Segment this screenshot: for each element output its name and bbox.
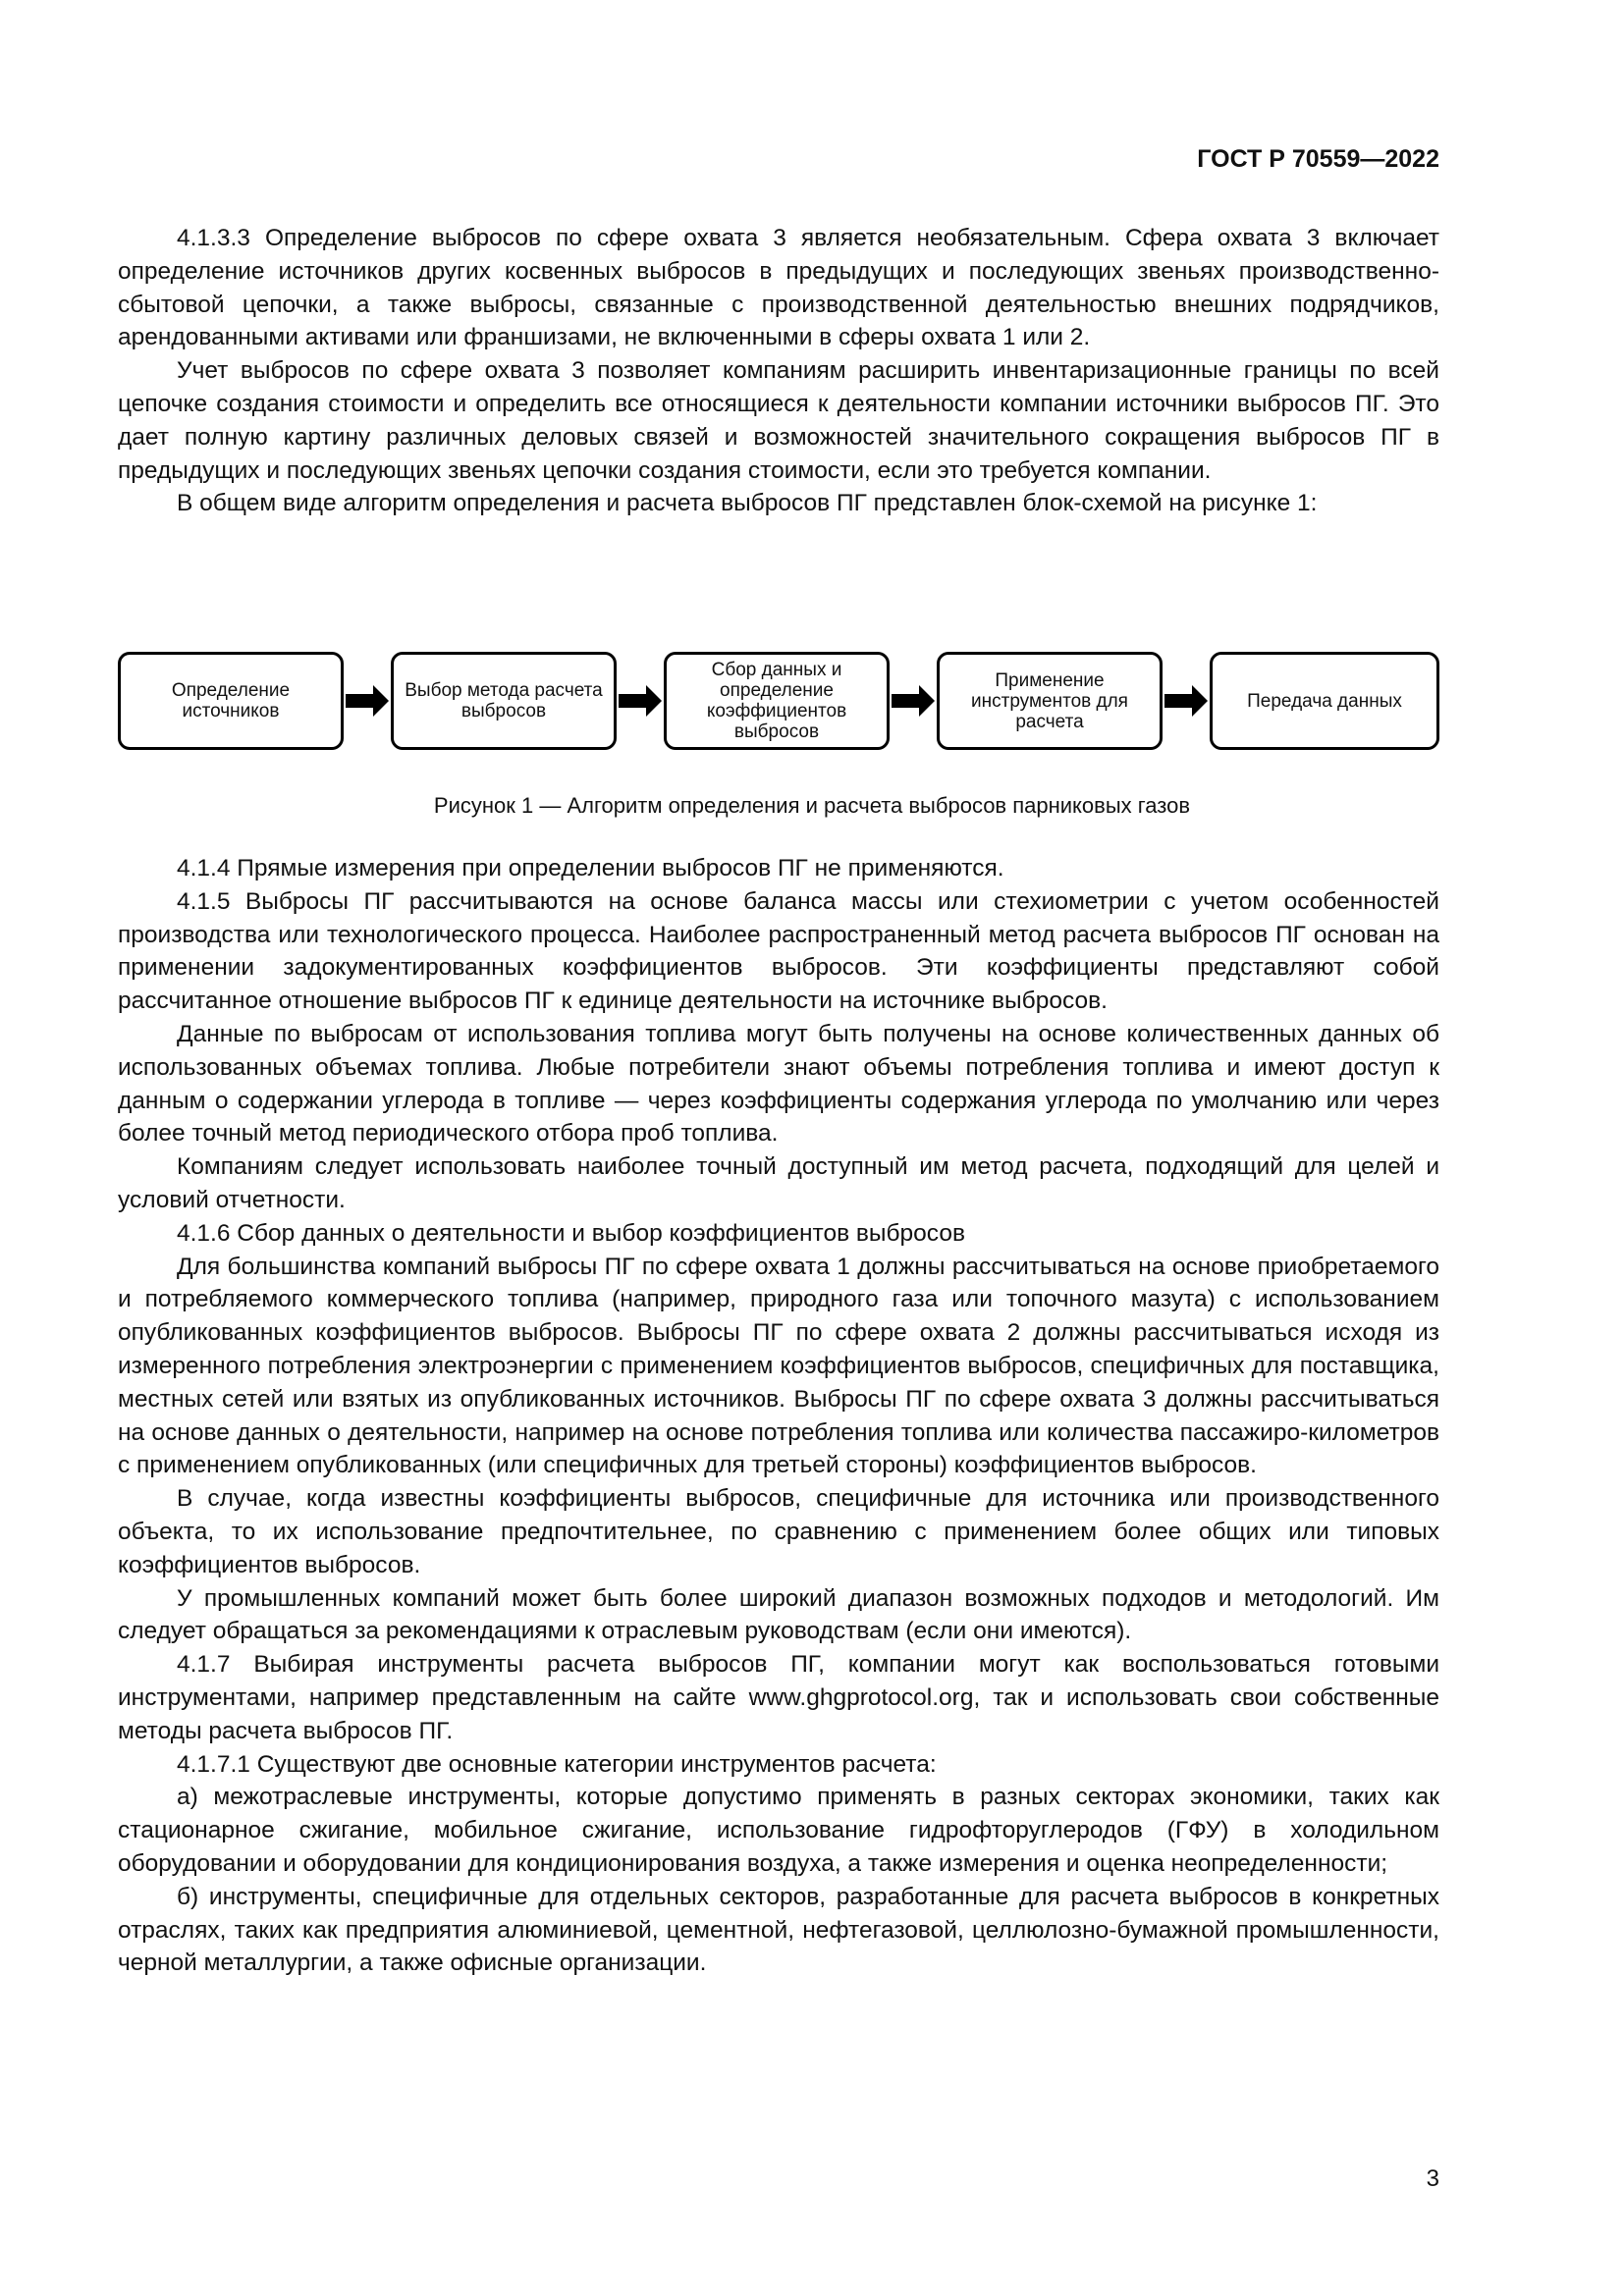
- paragraph: Данные по выбросам от использования топлива могут быть получены на основе количественных данных об использованных объемах топлива. Любые потребители знают объемы потребления топлива и имеют доступ к данным о содержании углерода в топливе — через коэффициенты содержания углерода по умолчанию или через более точный метод периодического отбора проб топлива.: [118, 1020, 1439, 1148]
- paragraph: б) инструменты, специфичные для отдельных секторов, разработанные для расчета выбросов в конкретных отраслях, таких как предприятия алюминиевой, цементной, нефтегазовой, целлюлозно-бумажной промышленности, черной металлургии, а также офисные организации.: [118, 1883, 1439, 1977]
- paragraph: 4.1.5 Выбросы ПГ рассчитываются на основе баланса массы или стехиометрии с учетом особенностей производства или технологического процесса. Наиболее распространенный метод расчета выбросов ПГ основан на применении задокументированных коэффициентов выбросов. Эти коэффициенты представляют собой рассчитанное отношение выбросов ПГ к единице деятельности на источнике выбросов.: [118, 887, 1439, 1015]
- paragraph: 4.1.7.1 Существуют две основные категории инструментов расчета:: [177, 1750, 937, 1778]
- paragraph: 4.1.3.3 Определение выбросов по сфере охвата 3 является необязательным. Сфера охвата 3 включает определение источников других косвенных выбросов в предыдущих и последующих звеньях производственно-сбытовой цепочки, а также выбросы, связанные с производственной деятельностью внешних подрядчиков, арендованными активами или франшизами, не включенными в сферы охвата 1 или 2.: [118, 225, 1439, 351]
- text-block-2: [118, 852, 1439, 1980]
- arrow-right-icon: [346, 685, 389, 717]
- paragraph: 4.1.4 Прямые измерения при определении выбросов ПГ не применяются.: [177, 855, 1004, 881]
- arrow-right-icon: [619, 685, 662, 717]
- paragraph: В общем виде алгоритм определения и расчета выбросов ПГ представлен блок-схемой на рисунке 1:: [177, 490, 1318, 517]
- flow-step-2: Выбор метода расчета выбросов: [391, 652, 617, 750]
- page-number: 3: [1426, 2165, 1439, 2192]
- paragraph: 4.1.7 Выбирая инструменты расчета выбросов ПГ, компании могут как воспользоваться готовыми инструментами, например представленным на сайте www.ghgprotocol.org, так и использовать свои собственные методы расчета выбросов ПГ.: [118, 1651, 1439, 1744]
- paragraph: Компаниям следует использовать наиболее точный доступный им метод расчета, подходящий для целей и условий отчетности.: [118, 1153, 1439, 1213]
- arrow-right-icon: [1164, 685, 1208, 717]
- paragraph: Для большинства компаний выбросы ПГ по сфере охвата 1 должны рассчитываться на основе приобретаемого и потребляемого коммерческого топлива (например, природного газа или топочного мазута) с использованием опубликованных коэффициентов выбросов. Выбросы ПГ по сфере охвата 2 должны рассчитываться исходя из измеренного потребления электроэнергии с применением коэффициентов выбросов, специфичных для поставщика, местных сетей или взятых из опубликованных источников. Выбросы ПГ по сфере охвата 3 должны рассчитываться на основе данных о деятельности, например на основе потребления топлива или количества пассажиро-километров с применением опубликованных (или специфичных для третьей стороны) коэффициентов выбросов.: [118, 1253, 1439, 1479]
- arrow-right-icon: [892, 685, 935, 717]
- paragraph: В случае, когда известны коэффициенты выбросов, специфичные для источника или производственного объекта, то их использование предпочтительнее, по сравнению с применением более общих или типовых коэффициентов выбросов.: [118, 1485, 1439, 1578]
- flow-step-4: Применение инструментов для расчета: [937, 652, 1163, 750]
- flow-step-3: Сбор данных и определение коэффициентов выбросов: [664, 652, 890, 750]
- flowchart: [118, 652, 1439, 758]
- document-id: ГОСТ Р 70559—2022: [1197, 145, 1439, 173]
- flow-step-1: Определение источников: [118, 652, 344, 750]
- figure-caption: Рисунок 1 — Алгоритм определения и расчета выбросов парниковых газов: [433, 793, 1191, 818]
- paragraph: У промышленных компаний может быть более широкий диапазон возможных подходов и методологий. Им следует обращаться за рекомендациями к отраслевым руководствам (если они имеются).: [118, 1584, 1439, 1645]
- flow-step-5: Передача данных: [1210, 652, 1439, 750]
- paragraph: Учет выбросов по сфере охвата 3 позволяет компаниям расширить инвентаризационные границы по всей цепочке создания стоимости и определить все относящиеся к деятельности компании источники выбросов ПГ. Это дает полную картину различных деловых связей и возможностей значительного сокращения выбросов ПГ в предыдущих и последующих звеньях цепочки создания стоимости, если это требуется компании.: [118, 357, 1439, 484]
- paragraph: а) межотраслевые инструменты, которые допустимо применять в разных секторах экономики, таких как стационарное сжигание, мобильное сжигание, использование гидрофторуглеродов (ГФУ) в холодильном оборудовании и оборудовании для кондиционирования воздуха, а также измерения и оценка неопределенности;: [118, 1784, 1439, 1877]
- text-block-1: [118, 222, 1439, 520]
- paragraph: 4.1.6 Сбор данных о деятельности и выбор коэффициентов выбросов: [177, 1219, 965, 1247]
